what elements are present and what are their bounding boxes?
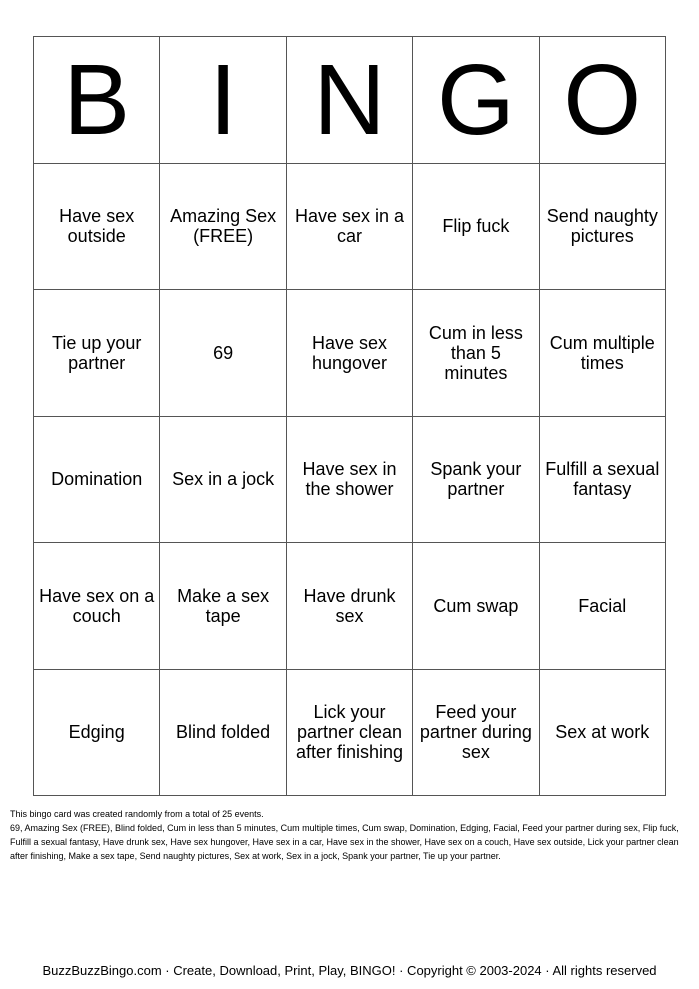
bingo-cell: Amazing Sex (FREE) (160, 164, 286, 291)
bingo-cell: Sex in a jock (160, 417, 286, 544)
event-list: 69, Amazing Sex (FREE), Blind folded, Cum in less than 5 minutes, Cum multiple times, Cum swap, Domination, Edging, Facial, Feed your partner during sex, Flip fuck, Fulfill a sexual fantasy, Have drunk sex, Have sex hungover, Have sex in a car, Have sex in the shower, Have sex on a couch, Have sex outside, Lick your partner clean after finishing, Make a sex tape, Send naughty pictures, Sex at work, Sex in a jock, Spank your partner, Tie up your partner. (10, 823, 679, 861)
header-letter-g: G (413, 37, 539, 164)
bingo-cell: Have sex hungover (287, 290, 413, 417)
header-letter-n: N (287, 37, 413, 164)
bingo-cell: Cum in less than 5 minutes (413, 290, 539, 417)
bingo-cell: Have sex in the shower (287, 417, 413, 544)
bingo-card (33, 36, 666, 796)
header-letter-o: O (540, 37, 666, 164)
bingo-cell: Blind folded (160, 670, 286, 797)
bingo-cell: Lick your partner clean after finishing (287, 670, 413, 797)
bingo-cell: Tie up your partner (34, 290, 160, 417)
bingo-cell: 69 (160, 290, 286, 417)
bingo-cell: Fulfill a sexual fantasy (540, 417, 666, 544)
bingo-cell: Domination (34, 417, 160, 544)
bingo-cell: Feed your partner during sex (413, 670, 539, 797)
card-description (10, 807, 690, 863)
bingo-cell: Have drunk sex (287, 543, 413, 670)
bingo-cell: Have sex outside (34, 164, 160, 291)
bingo-cell: Make a sex tape (160, 543, 286, 670)
header-letter-i: I (160, 37, 286, 164)
footer-copyright: BuzzBuzzBingo.com · Create, Download, Print, Play, BINGO! · Copyright © 2003-2024 · All rights reserved (42, 963, 657, 978)
bingo-cell: Facial (540, 543, 666, 670)
description-intro: This bingo card was created randomly from a total of 25 events. (10, 809, 264, 819)
bingo-cell: Spank your partner (413, 417, 539, 544)
bingo-cell: Sex at work (540, 670, 666, 797)
bingo-cell: Cum swap (413, 543, 539, 670)
header-letter-b: B (34, 37, 160, 164)
bingo-cell: Have sex on a couch (34, 543, 160, 670)
bingo-cell: Send naughty pictures (540, 164, 666, 291)
bingo-cell: Cum multiple times (540, 290, 666, 417)
bingo-cell: Have sex in a car (287, 164, 413, 291)
bingo-cell: Edging (34, 670, 160, 797)
bingo-cell: Flip fuck (413, 164, 539, 291)
